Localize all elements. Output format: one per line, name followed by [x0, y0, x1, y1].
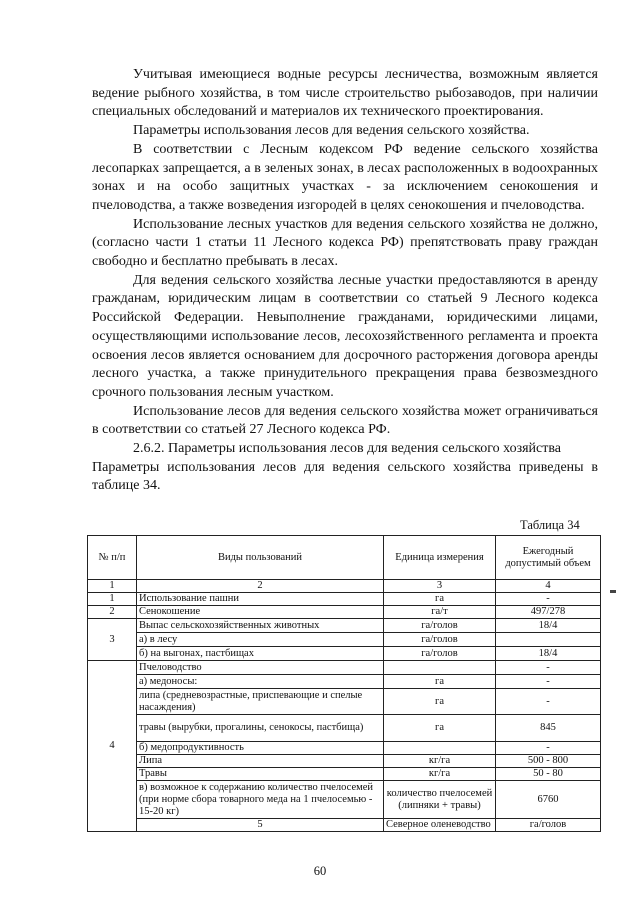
table-row: травы (вырубки, прогалины, сенокосы, пастбища) га 845	[88, 715, 601, 742]
table-caption: Таблица 34	[520, 518, 580, 532]
table-row: а) медоносы: га -	[88, 675, 601, 689]
table-index-row: 1 2 3 4	[88, 580, 601, 593]
header-volume: Ежегодный допустимый объем	[496, 536, 601, 580]
table-row: б) медопродуктивность -	[88, 742, 601, 755]
paragraph-table-ref: Параметры использования лесов для ведения сельского хозяйства приведены в таблице 34.	[92, 459, 598, 494]
table-row: в) возможное к содержанию количество пчелосемей (при норме сбора товарного меда на 1 пчелосемью - 15-20 кг) количество пчелосемей (липняки + травы) 6760	[88, 781, 601, 819]
table-row: липа (средневозрастные, приспевающие и спелые насаждения) га -	[88, 689, 601, 715]
table-row: 4 Пчеловодство -	[88, 661, 601, 675]
table-row: 1 Использование пашни га -	[88, 593, 601, 606]
paragraph-fishery: Учитывая имеющиеся водные ресурсы лесничества, возможным является ведение рыбного хозяйства, в том числе строительство рыбозаводов, при наличии специальных обследований и материалов их технического проектирования.	[92, 67, 598, 120]
table-header-row	[88, 536, 601, 580]
table-row: 2 Сенокошение га/т 497/278	[88, 606, 601, 619]
header-usage: Виды пользований	[137, 536, 384, 580]
table-row: 5 Северное оленеводство га/голов	[88, 819, 601, 832]
header-unit: Единица измерения	[384, 536, 496, 580]
table-row: 3 Выпас сельскохозяйственных животных га/голов 18/4	[88, 619, 601, 633]
paragraph-forest-code: В соответствии с Лесным кодексом РФ ведение сельского хозяйства лесопарках запрещается, а в зеленых зонах, в лесах расположенных в водоохранных зонах и на особо защитных участках - за исключением сенокошения и пчеловодства, а также возведения изгородей в целях сенокошения и пчеловодства.	[92, 141, 598, 213]
table-row: а) в лесу га/голов	[88, 633, 601, 647]
table-row: Травы кг/га 50 - 80	[88, 768, 601, 781]
header-num: № п/п	[88, 536, 137, 580]
paragraph-restrictions: Использование лесов для ведения сельского хозяйства может ограничиваться в соответствии со статьей 27 Лесного кодекса РФ.	[92, 403, 598, 438]
agriculture-table	[87, 535, 601, 832]
paragraph-lease: Для ведения сельского хозяйства лесные участки предоставляются в аренду гражданам, юридическим лицам в соответствии со статьей 9 Лесного кодекса Российской Федерации. Невыполнение гражданами, юридическими лицами, осуществляющими использование лесов, лесохозяйственного регламента и проекта освоения лесов является основанием для досрочного расторжения договора аренды лесного участка, а также принудительного прекращения права безвозмездного срочного пользования лесным участком.	[92, 272, 598, 400]
paragraph-params-heading: Параметры использования лесов для ведения сельского хозяйства.	[133, 123, 530, 139]
table-row: б) на выгонах, пастбищах га/голов 18/4	[88, 647, 601, 661]
table-row: Липа кг/га 500 - 800	[88, 755, 601, 768]
body-text	[92, 66, 598, 496]
paragraph-citizen-rights: Использование лесных участков для ведения сельского хозяйства не должно, (согласно части 1 статьи 11 Лесного кодекса РФ) препятствовать праву граждан свободно и бесплатно пребывать в лесах.	[92, 216, 598, 270]
page-number: 60	[313, 864, 327, 878]
section-heading-2-6-2: 2.6.2. Параметры использования лесов для ведения сельского хозяйства	[133, 441, 562, 457]
scan-artifact-mark	[610, 590, 616, 593]
